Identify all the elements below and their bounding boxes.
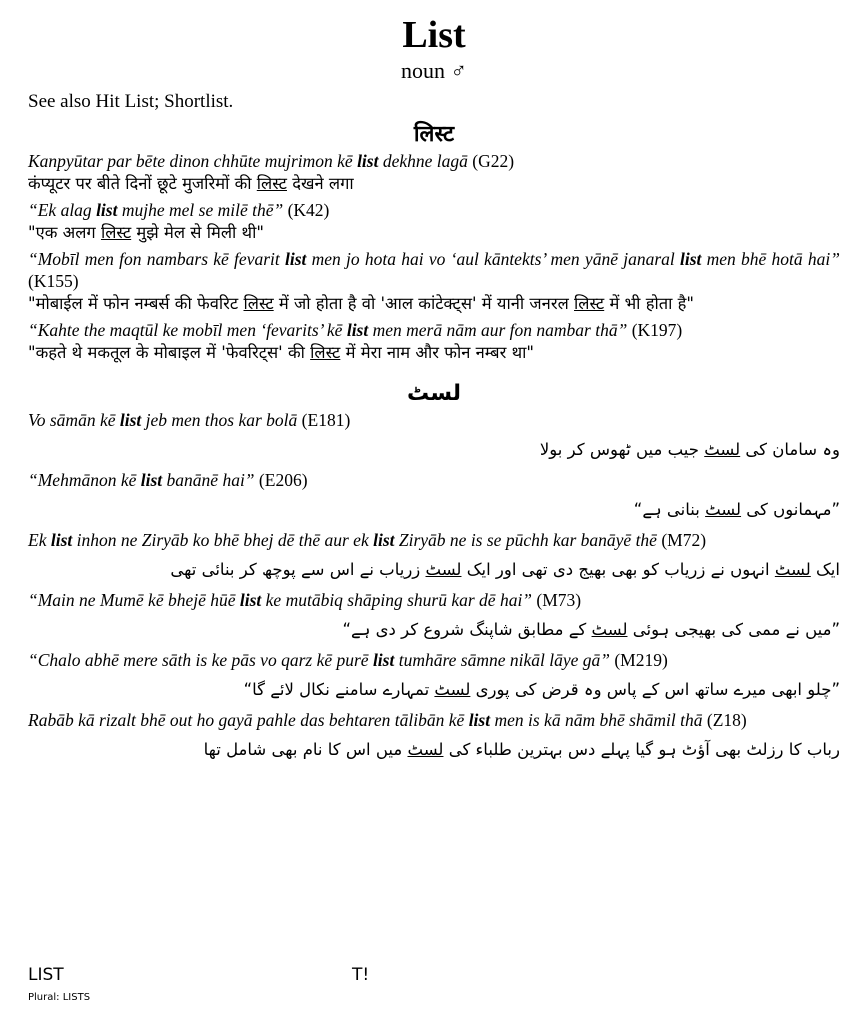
source-reference: (K42)	[287, 200, 330, 220]
example-hindi: "कहते थे मकतूल के मोबाइल में 'फेवरिट्स' की लिस्ट में मेरा नाम और फोन नम्बर था"	[28, 343, 534, 362]
example-urdu: وہ سامان کی لسٹ جیب میں ٹھوس کر بولا	[539, 440, 840, 459]
example-hindi: कंप्यूटर पर बीते दिनों छूटे मुजरिमों की लिस्ट देखने लगा	[28, 174, 354, 193]
example-romanized: Vo sāmān kē list jeb men thos kar bolā (E181)	[28, 410, 351, 430]
example-urdu: ”مہمانوں کی لسٹ بنانی ہے“	[633, 500, 840, 519]
source-reference: (M219)	[614, 650, 668, 670]
footer	[28, 965, 840, 1005]
masculine-gender-icon: ♂	[450, 58, 467, 83]
hindi-example	[28, 150, 840, 196]
example-romanized: “Kahte the maqtūl ke mobīl men ‘fevarits’ kē list men merā nām aur fon nambar thā” (K197)	[28, 320, 683, 340]
footer-plural: Plural: LISTS	[28, 992, 91, 1003]
example-romanized: Ek list inhon ne Ziryāb ko bhē bhej dē thē aur ek list Ziryāb ne is se pūchh kar banāyē thē (M72)	[28, 530, 707, 550]
source-reference: (M72)	[661, 530, 707, 550]
source-reference: (K155)	[28, 271, 79, 291]
example-hindi: "एक अलग लिस्ट मुझे मेल से मिली थी"	[28, 223, 264, 242]
hindi-example	[28, 199, 840, 245]
hindi-example	[28, 248, 840, 316]
example-urdu: ایک لسٹ انہوں نے زریاب کو بھی بھیج دی تھی اور ایک لسٹ زریاب نے اس سے پوچھ کر بنائی تھی	[170, 560, 840, 579]
example-romanized: “Mobīl men fon nambars kē fevarit list men jo hota hai vo ‘aul kāntekts’ men yānē janaral list men bhē hotā hai” (K155)	[28, 249, 840, 291]
example-romanized: “Main ne Mumē kē bhejē hūē list ke mutābiq shāping shurū kar dē hai” (M73)	[28, 590, 582, 610]
hindi-section-heading: लिस्ट	[413, 122, 455, 147]
footer-tag: T!	[352, 965, 370, 985]
urdu-section-heading: لسٹ	[407, 381, 461, 406]
example-romanized: “Mehmānon kē list banānē hai” (E206)	[28, 470, 308, 490]
source-reference: (E181)	[301, 410, 351, 430]
footer-word: LIST	[28, 965, 64, 985]
source-reference: (E206)	[258, 470, 308, 490]
footer-row	[28, 965, 840, 989]
urdu-example	[28, 469, 840, 523]
urdu-example	[28, 529, 840, 583]
example-romanized: Rabāb kā rizalt bhē out ho gayā pahle das behtaren tālibān kē list men is kā nām bhē shāmil thā (Z18)	[28, 710, 747, 730]
example-hindi: "मोबाईल में फोन नम्बर्स की फेवरिट लिस्ट में जो होता है वो 'आल कांटेक्ट्स' में यानी जनरल लिस्ट में भी होता है"	[28, 294, 695, 313]
urdu-example	[28, 589, 840, 643]
source-reference: (M73)	[536, 590, 582, 610]
source-reference: (K197)	[631, 320, 683, 340]
pos-label: noun	[401, 58, 445, 83]
example-romanized: “Chalo abhē mere sāth is ke pās vo qarz kē purē list tumhāre sāmne nikāl lāye gā” (M219)	[28, 650, 668, 670]
urdu-example	[28, 409, 840, 463]
source-reference: (Z18)	[706, 710, 747, 730]
example-romanized: “Ek alag list mujhe mel se milē thē” (K42)	[28, 200, 330, 220]
example-urdu: ”میں نے ممی کی بھیجی ہوئی لسٹ کے مطابق شاپنگ شروع کر دی ہے“	[342, 620, 840, 639]
dictionary-entry	[28, 10, 840, 769]
part-of-speech	[28, 58, 840, 84]
example-urdu: ”چلو ابھی میرے ساتھ اس کے پاس وہ قرض کی پوری لسٹ تمہارے سامنے نکال لائے گا“	[243, 680, 840, 699]
source-reference: (G22)	[472, 151, 515, 171]
urdu-example	[28, 649, 840, 703]
example-urdu: رباب کا رزلٹ بھی آؤٹ ہو گیا پہلے دس بہترین طلباء کی لسٹ میں اس کا نام بھی شامل تھا	[203, 740, 840, 759]
example-romanized: Kanpyūtar par bēte dinon chhūte mujrimon kē list dekhne lagā (G22)	[28, 151, 515, 171]
urdu-example	[28, 709, 840, 763]
see-also: See also Hit List; Shortlist.	[28, 91, 234, 112]
hindi-example	[28, 319, 840, 365]
entry-headword: List	[402, 14, 466, 56]
